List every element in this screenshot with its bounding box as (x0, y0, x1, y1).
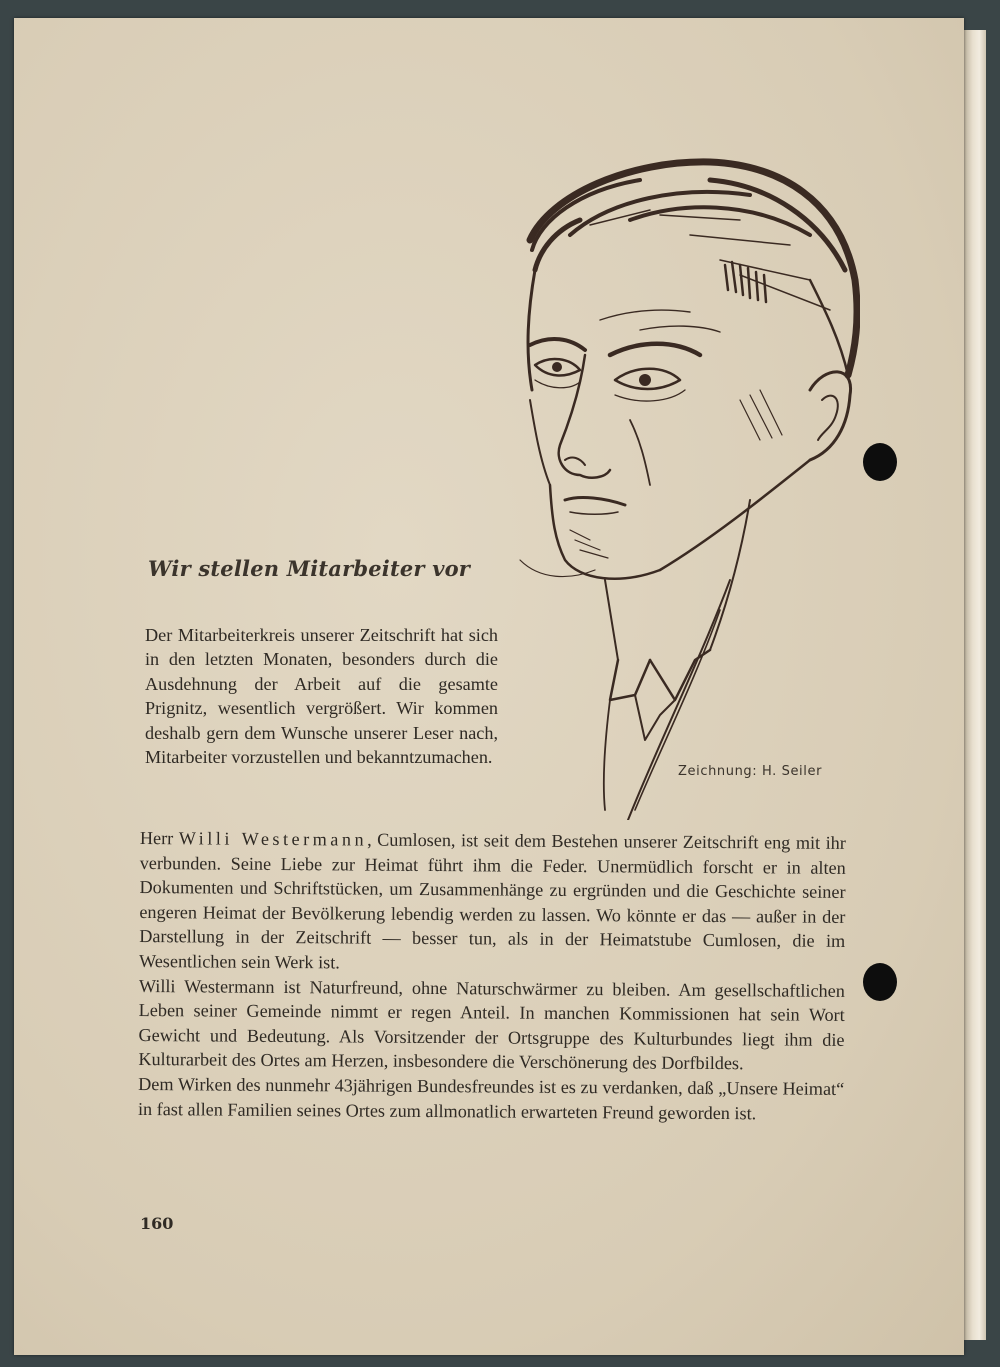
punch-hole-bottom (863, 963, 897, 1001)
article-body (138, 826, 846, 1126)
paragraph-prefix: Herr (139, 827, 179, 849)
page-number: 160 (140, 1214, 174, 1233)
next-page-edge (964, 30, 986, 1340)
person-name: Willi Westermann (178, 828, 368, 850)
body-paragraph-1 (139, 826, 846, 978)
body-paragraph-2: Willi Westermann ist Naturfreund, ohne Naturschwärmer zu bleiben. Am gesellschaftlichen Leben seiner Gemeinde nimmt er regen Anteil. In manchen Kommissionen hat sein Wort Gewicht und Bedeutung. Als Vorsitzender der Ortsgruppe des Kulturbundes liegt ihm die Kulturarbeit des Ortes am Herzen, insbesondere die Verschönerung des Dorfbildes. (138, 975, 845, 1074)
punch-hole-top (863, 443, 897, 481)
portrait-sketch (510, 140, 860, 820)
intro-paragraph: Der Mitarbeiterkreis unserer Zeitschrift hat sich in den letzten Monaten, besonders durch die Ausdehnung der Arbeit auf die gesamte Prignitz, wesentlich vergrößert. Wir kommen deshalb gern dem Wunsche unserer Leser nach, Mitarbeiter vorzustellen und bekanntzumachen. (145, 625, 498, 768)
article-heading: Wir stellen Mitarbeiter vor (148, 556, 471, 581)
portrait-credit: Zeichnung: H. Seiler (678, 764, 823, 779)
paragraph-text: , Cumlosen, ist seit dem Bestehen unserer Zeitschrift eng mit ihr verbunden. Seine Liebe zur Heimat führt ihm die Feder. Unermüdlich forscht er in alten Dokumenten und Schriftstücken, um Zusammenhänge zu ergründen und die Geschichte seiner engeren Heimat der Bevölkerung lebendig werden zu lassen. Wo könnte er das — außer in der Darstellung in der Zeitschrift — besser tun, als in der Heimatstube Cumlosen, die im Wesentlichen sein Werk ist. (138, 829, 846, 973)
body-paragraph-3: Dem Wirken des nunmehr 43jährigen Bundesfreundes ist es zu verdanken, daß „Unsere Heimat“ in fast allen Familien seines Ortes zum allmonatlich erwarteten Freund geworden ist. (137, 1073, 845, 1123)
